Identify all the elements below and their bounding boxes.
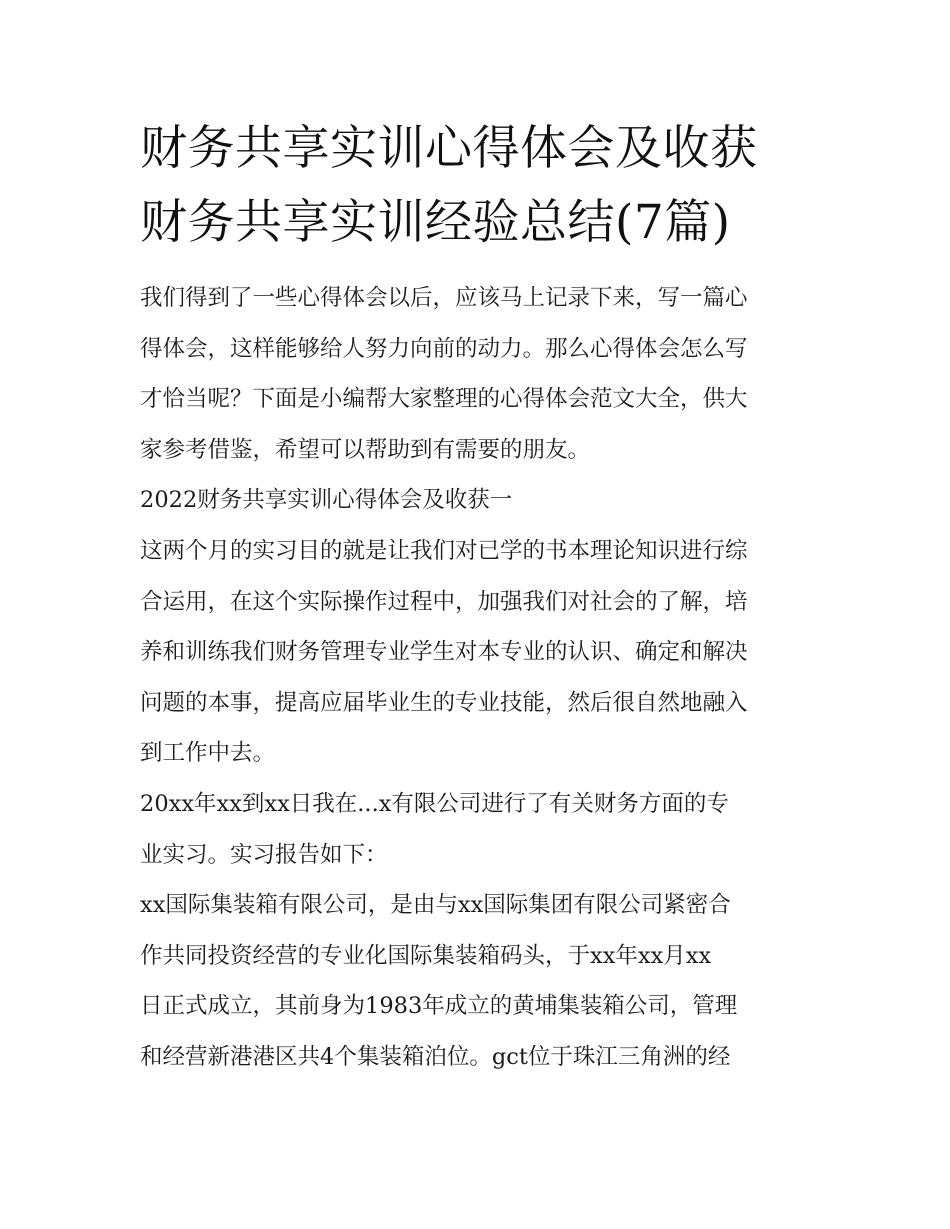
document-content — [140, 112, 830, 1083]
text-line: 养和训练我们财务管理专业学生对本专业的认识、确定和解决 — [140, 639, 748, 666]
paragraph-internship — [140, 779, 830, 880]
text-line: 作共同投资经营的专业化国际集装箱码头，于xx年xx月xx — [140, 942, 712, 969]
text-line: 2022财务共享实训心得体会及收获一 — [140, 487, 513, 514]
text-line: 和经营新港港区共4个集装箱泊位。gct位于珠江三角洲的经 — [140, 1043, 731, 1070]
text-line: 问题的本事，提高应届毕业生的专业技能，然后很自然地融入 — [140, 689, 748, 716]
text-line: 这两个月的实习目的就是让我们对已学的书本理论知识进行综 — [140, 537, 748, 564]
text-line: 到工作中去。 — [140, 740, 276, 767]
document-title — [140, 112, 830, 260]
paragraph-company — [140, 880, 830, 1082]
text-line: 才恰当呢？下面是小编帮大家整理的心得体会范文大全，供大 — [140, 386, 748, 413]
text-line: 家参考借鉴，希望可以帮助到有需要的朋友。 — [140, 436, 591, 463]
text-line: 日正式成立，其前身为1983年成立的黄埔集装箱公司，管理 — [140, 993, 738, 1020]
text-line: 合运用，在这个实际操作过程中，加强我们对社会的了解，培 — [140, 588, 748, 615]
section-heading — [140, 475, 830, 526]
title-line-1: 财务共享实训心得体会及收获 — [140, 121, 758, 176]
paragraph-purpose — [140, 526, 830, 779]
text-line: 得体会，这样能够给人努力向前的动力。那么心得体会怎么写 — [140, 335, 748, 362]
text-line: 业实习。实习报告如下： — [140, 841, 388, 868]
title-line-2: 财务共享实训经验总结(7篇) — [140, 195, 731, 250]
text-line: 20xx年xx到xx日我在...x有限公司进行了有关财务方面的专 — [140, 790, 729, 817]
text-line: xx国际集装箱有限公司，是由与xx国际集团有限公司紧密合 — [140, 892, 731, 919]
document-body — [140, 273, 830, 1083]
paragraph-intro — [140, 273, 830, 475]
text-line: 我们得到了一些心得体会以后，应该马上记录下来，写一篇心 — [140, 285, 748, 311]
